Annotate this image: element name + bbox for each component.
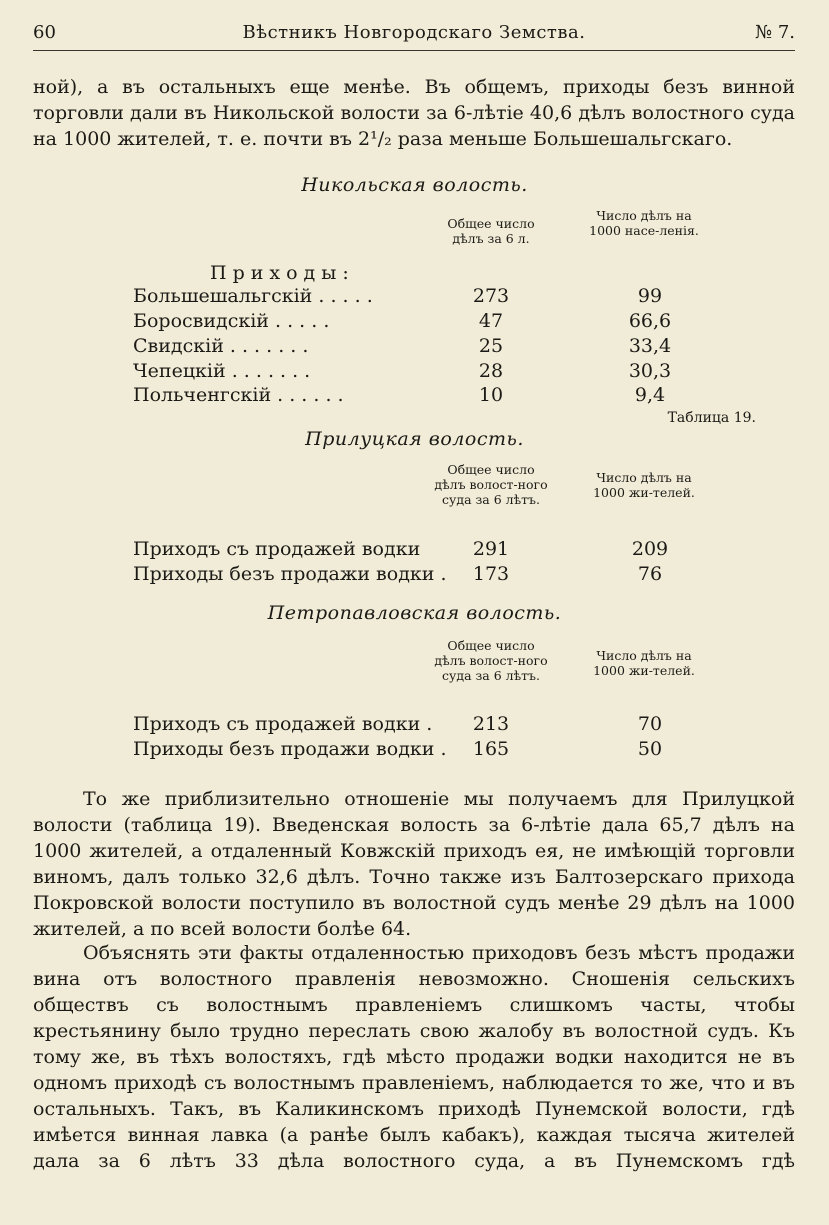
row-per1000: 209 [631, 538, 669, 560]
row-total: 25 [478, 335, 504, 357]
table-title-nikolskaya: Никольская волость. [301, 174, 528, 196]
row-total: 165 [472, 738, 510, 760]
row-label: Большешальгскій . . . . . [133, 285, 373, 307]
header-rule [33, 50, 795, 51]
page-number: 60 [33, 22, 56, 43]
row-total: 47 [478, 310, 504, 332]
row-label: Боросвидскій . . . . . [133, 310, 330, 332]
row-label: Чепецкій . . . . . . . [133, 360, 311, 382]
row-label: Приходъ съ продажей водки . [133, 713, 433, 735]
body-paragraph-3: Объяснять эти факты отдаленностью приходовъ безъ мѣстъ продажи вина отъ волостного правленія невозможно. Сношенія сельскихъ обществъ съ волостнымъ правленіемъ слишкомъ часты, чтобы крестьянину было трудно переслать свою жалобу въ волостной судъ. Къ тому же, въ тѣхъ волостяхъ, гдѣ мѣсто продажи водки находится не въ одномъ приходѣ съ волостнымъ правленіемъ, наблюдается то же, что и въ остальныхъ. Такъ, въ Каликинскомъ приходѣ Пунемской волости, гдѣ имѣется винная лавка (а ранѣе былъ кабакъ), каждая тысяча жителей дала за 6 лѣтъ 33 дѣла волостного суда, а въ Пунемскомъ гдѣ [33, 942, 795, 1172]
row-total: 213 [472, 713, 510, 735]
group-label: Приходы: [210, 262, 355, 284]
col-header-per1000: Число дѣлъ на 1000 жи-телей. [593, 470, 695, 500]
intro-paragraph: ной), а въ остальныхъ еще менѣе. Въ общемъ, приходы безъ винной торговли дали въ Никольской волости за 6-лѣтіе 40,6 дѣлъ волостного суда на 1000 жителей, т. е. почти въ 2¹/₂ раза меньше Большешальгскаго. [33, 76, 795, 150]
row-per1000: 33,4 [628, 335, 672, 357]
row-total: 28 [478, 360, 504, 382]
table-title-prilutskaya: Прилуцкая волость. [305, 428, 524, 450]
col-header-total: Общее число дѣлъ волост-ного суда за 6 лѣтъ. [434, 638, 548, 683]
row-label: Свидскій . . . . . . . [133, 335, 309, 357]
row-per1000: 50 [637, 738, 663, 760]
issue-number: № 7. [755, 22, 795, 43]
row-label: Приходы безъ продажи водки . [133, 563, 447, 585]
row-total: 10 [478, 384, 504, 406]
row-per1000: 66,6 [628, 310, 672, 332]
col-header-per1000: Число дѣлъ на 1000 жи-телей. [593, 648, 695, 678]
row-total: 273 [472, 285, 510, 307]
row-per1000: 9,4 [634, 384, 666, 406]
journal-title: Вѣстникъ Новгородскаго Земства. [242, 22, 586, 43]
col-header-per1000: Число дѣлъ на 1000 насе-ленія. [589, 208, 699, 238]
row-label: Приходы безъ продажи водки . [133, 738, 447, 760]
table-note: Таблица 19. [667, 410, 756, 426]
row-label: Приходъ съ продажей водки [133, 538, 421, 560]
page-header [33, 22, 795, 46]
row-total: 173 [472, 563, 510, 585]
body-paragraph-2: То же приблизительно отношеніе мы получаемъ для Прилуцкой волости (таблица 19). Введенская волость за 6-лѣтіе дала 65,7 дѣлъ на 1000 жителей, а отдаленный Ковжскій приходъ ея, не имѣющій торговли виномъ, далъ только 32,6 дѣлъ. Точно также изъ Балтозерскаго прихода Покровской волости поступило въ волостной судъ менѣе 29 дѣлъ на 1000 жителей, а по всей волости болѣе 64. [33, 788, 795, 940]
row-per1000: 70 [637, 713, 663, 735]
row-label: Польченгскій . . . . . . [133, 384, 344, 406]
row-per1000: 30,3 [628, 360, 672, 382]
row-per1000: 76 [637, 563, 663, 585]
table-title-petropavlovskaya: Петропавловская волость. [267, 602, 562, 624]
row-total: 291 [472, 538, 510, 560]
col-header-total: Общее число дѣлъ волост-ного суда за 6 лѣтъ. [434, 462, 548, 507]
col-header-total: Общее число дѣлъ за 6 л. [447, 216, 535, 246]
row-per1000: 99 [637, 285, 663, 307]
